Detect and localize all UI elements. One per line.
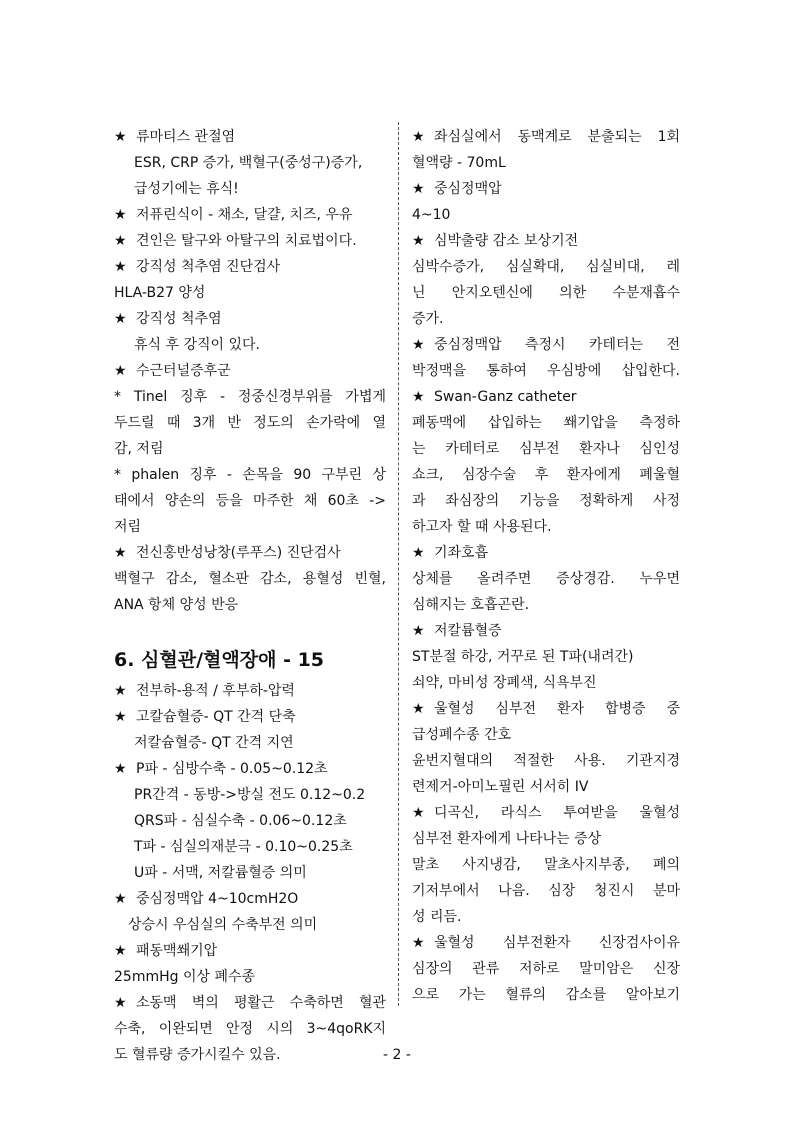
- star-icon: ★: [114, 259, 127, 275]
- text-line: [412, 774, 680, 800]
- line-text: 좌심실에서 동맥계로 분출되는 1회: [434, 129, 680, 145]
- line-text: 저칼륨혈증: [434, 623, 502, 639]
- line-text: 견인은 탈구와 아탈구의 치료법이다.: [136, 233, 357, 249]
- text-line: [114, 176, 386, 202]
- line-text: 저칼슘혈증- QT 간격 지연: [134, 735, 294, 751]
- line-text: 성 리듬.: [412, 909, 462, 925]
- line-text: 쇼크, 심장수술 후 환자에게 폐울혈: [412, 467, 680, 483]
- text-line: [412, 566, 680, 592]
- text-line: [412, 202, 680, 228]
- line-text: PR간격 - 동방->방실 전도 0.12~0.2: [134, 787, 366, 803]
- line-text: T파 - 심실의재분극 - 0.10~0.25초: [134, 839, 353, 855]
- bullet-item: [412, 228, 680, 254]
- line-text: HLA-B27 양성: [114, 285, 206, 301]
- bullet-item: [114, 540, 386, 566]
- line-text: Swan-Ganz catheter: [434, 389, 577, 405]
- line-text: 울혈성 심부전환자 신장검사이유: [434, 935, 680, 951]
- bullet-item: [114, 202, 386, 228]
- line-text: 백혈구 감소, 혈소판 감소, 용혈성 빈혈,: [114, 571, 386, 587]
- line-text: 고칼슘혈증- QT 간격 단축: [136, 709, 296, 725]
- text-line: [114, 384, 386, 410]
- star-icon: ★: [412, 935, 425, 951]
- text-line: [114, 1016, 386, 1042]
- line-text: 쇠약, 마비성 장폐색, 식욕부진: [412, 675, 597, 691]
- line-text: 25mmHg 이상 폐수종: [114, 969, 256, 985]
- star-icon: ★: [412, 337, 425, 353]
- line-text: 말초 사지냉감, 말초사지부종, 폐의: [412, 857, 680, 873]
- text-line: [412, 722, 680, 748]
- text-line: [412, 358, 680, 384]
- star-icon: ★: [412, 233, 425, 249]
- star-icon: ★: [412, 701, 425, 717]
- line-text: 혈액량 - 70mL: [412, 155, 506, 171]
- line-text: 소동맥 벽의 평활근 수축하면 혈관: [136, 995, 386, 1011]
- text-line: [412, 436, 680, 462]
- line-text: 과 좌심장의 기능을 정확하게 사정: [412, 493, 680, 509]
- line-text: 박정맥을 통하여 우심방에 삽입한다.: [412, 363, 680, 379]
- line-text: 급성폐수종 간호: [412, 727, 512, 743]
- text-line: [412, 410, 680, 436]
- star-icon: ★: [114, 129, 127, 145]
- page-number: - 2 -: [383, 1047, 411, 1063]
- text-line: [412, 592, 680, 618]
- bullet-item: [412, 124, 680, 150]
- star-icon: ★: [412, 129, 425, 145]
- line-text: * Tinel 징후 - 정중신경부위를 가볍게: [114, 389, 386, 405]
- line-text: ANA 항체 양성 반응: [114, 597, 239, 613]
- text-line: [114, 280, 386, 306]
- text-line: [412, 956, 680, 982]
- line-text: 저림: [114, 519, 142, 535]
- bullet-item: [114, 228, 386, 254]
- star-icon: ★: [114, 207, 127, 223]
- line-text: 수근터널증후군: [136, 363, 231, 379]
- line-text: 심장의 관류 저하로 말미암은 신장: [412, 961, 680, 977]
- text-line: [114, 332, 386, 358]
- text-line: [114, 808, 386, 834]
- text-line: [412, 514, 680, 540]
- text-line: [114, 912, 386, 938]
- line-text: 중심정맥압 4~10cmH2O: [136, 891, 299, 907]
- line-text: 심박수증가, 심실확대, 심실비대, 레: [412, 259, 680, 275]
- text-line: [412, 982, 680, 1008]
- line-text: 감, 저림: [114, 441, 164, 457]
- text-line: [114, 436, 386, 462]
- text-line: [114, 488, 386, 514]
- star-icon: ★: [114, 311, 127, 327]
- bullet-item: [114, 124, 386, 150]
- line-text: 심부전 환자에게 나타나는 증상: [412, 831, 602, 847]
- star-icon: ★: [412, 181, 425, 197]
- line-text: 강직성 척추염: [136, 311, 222, 327]
- line-text: 상체를 올려주면 증상경감. 누우면: [412, 571, 680, 587]
- text-line: [412, 904, 680, 930]
- text-line: [412, 852, 680, 878]
- text-line: [412, 280, 680, 306]
- text-line: [412, 878, 680, 904]
- line-text: 두드릴 때 3개 반 정도의 손가락에 열: [114, 415, 386, 431]
- bullet-item: [114, 886, 386, 912]
- line-text: 심해지는 호흡곤란.: [412, 597, 530, 613]
- text-line: [412, 826, 680, 852]
- text-line: [412, 644, 680, 670]
- line-text: 전부하-용적 / 후부하-압력: [136, 683, 295, 699]
- bullet-item: [412, 930, 680, 956]
- star-icon: ★: [114, 995, 127, 1011]
- line-text: 폐동맥에 삽입하는 쐐기압을 측정하: [412, 415, 680, 431]
- line-text: 태에서 양손의 등을 마주한 채 60초 ->: [114, 493, 386, 509]
- line-text: 울혈성 심부전 환자 합병증 중: [434, 701, 680, 717]
- line-text: 는 카테터로 심부전 환자나 심인성: [412, 441, 680, 457]
- line-text: 휴식 후 강직이 있다.: [134, 337, 260, 353]
- bullet-item: [114, 358, 386, 384]
- line-text: 중심정맥압 측정시 카테터는 전: [434, 337, 680, 353]
- text-line: [114, 592, 386, 618]
- line-text: 중심정맥압: [434, 181, 502, 197]
- bullet-item: [412, 332, 680, 358]
- line-text: ST분절 하강, 거꾸로 된 T파(내려간): [412, 649, 634, 665]
- line-text: QRS파 - 심실수축 - 0.06~0.12초: [134, 813, 347, 829]
- bullet-item: [412, 176, 680, 202]
- line-text: 저퓨린식이 - 채소, 달걀, 치즈, 우유: [136, 207, 353, 223]
- text-line: [412, 306, 680, 332]
- line-text: 기좌호흡: [434, 545, 489, 561]
- bullet-item: [412, 696, 680, 722]
- star-icon: ★: [114, 233, 127, 249]
- line-text: 증가.: [412, 311, 444, 327]
- star-icon: ★: [412, 623, 425, 639]
- text-line: [114, 964, 386, 990]
- star-icon: ★: [114, 891, 127, 907]
- bullet-item: [114, 678, 386, 704]
- text-line: [114, 782, 386, 808]
- bullet-item: [412, 384, 680, 410]
- bullet-item: [114, 990, 386, 1016]
- text-line: [114, 462, 386, 488]
- star-icon: ★: [114, 363, 127, 379]
- star-icon: ★: [114, 761, 127, 777]
- line-text: 강직성 척추염 진단검사: [136, 259, 281, 275]
- line-text: 디곡신, 라식스 투여받을 울혈성: [434, 805, 680, 821]
- text-line: [412, 150, 680, 176]
- line-text: 급성기에는 휴식!: [134, 181, 239, 197]
- star-icon: ★: [412, 545, 425, 561]
- line-text: P파 - 심방수축 - 0.05~0.12초: [136, 761, 328, 777]
- bullet-item: [114, 756, 386, 782]
- section-heading: 6. 심혈관/혈액장애 - 15: [114, 649, 325, 671]
- text-line: [412, 670, 680, 696]
- bullet-item: [412, 540, 680, 566]
- star-icon: ★: [114, 943, 127, 959]
- line-text: 심박출량 감소 보상기전: [434, 233, 579, 249]
- line-text: 수축, 이완되면 안정 시의 3~4qoRK지: [114, 1021, 386, 1037]
- line-text: * phalen 징후 - 손목을 90 구부린 상: [114, 467, 386, 483]
- star-icon: ★: [412, 389, 425, 405]
- line-text: 도 혈류량 증가시킬수 있음.: [114, 1047, 281, 1063]
- text-line: [412, 748, 680, 774]
- text-line: [114, 514, 386, 540]
- line-text: 4~10: [412, 207, 451, 223]
- star-icon: ★: [114, 709, 127, 725]
- star-icon: ★: [114, 545, 127, 561]
- bullet-item: [114, 254, 386, 280]
- bullet-item: [114, 704, 386, 730]
- column-divider: [398, 122, 399, 1006]
- line-text: 류마티스 관절염: [136, 129, 236, 145]
- right-column: [412, 124, 680, 1008]
- bullet-item: [412, 800, 680, 826]
- line-text: 닌 안지오텐신에 의한 수분재흡수: [412, 285, 680, 301]
- line-text: 전신홍반성낭창(루푸스) 진단검사: [136, 545, 341, 561]
- text-line: [114, 410, 386, 436]
- line-text: 련제거-아미노필린 서서히 IV: [412, 779, 589, 795]
- line-text: 하고자 할 때 사용된다.: [412, 519, 552, 535]
- text-line: [412, 488, 680, 514]
- line-text: 으로 가는 혈류의 감소를 알아보기: [412, 987, 680, 1003]
- bullet-item: [412, 618, 680, 644]
- bullet-item: [114, 306, 386, 332]
- line-text: 상승시 우심실의 수축부전 의미: [128, 917, 318, 933]
- text-line: [114, 730, 386, 756]
- line-text: 윤번지혈대의 적절한 사용. 기관지경: [412, 753, 680, 769]
- star-icon: ★: [412, 805, 425, 821]
- line-text: 패동맥쐐기압: [136, 943, 218, 959]
- text-line: [412, 254, 680, 280]
- text-line: [114, 566, 386, 592]
- line-text: 기저부에서 나음. 심장 청진시 분마: [412, 883, 680, 899]
- line-text: U파 - 서맥, 저칼륨혈증 의미: [134, 865, 307, 881]
- left-column: [114, 124, 386, 1068]
- text-line: [114, 860, 386, 886]
- text-line: [114, 834, 386, 860]
- text-line: [114, 150, 386, 176]
- bullet-item: [114, 938, 386, 964]
- text-line: [412, 462, 680, 488]
- star-icon: ★: [114, 683, 127, 699]
- line-text: ESR, CRP 증가, 백혈구(중성구)증가,: [134, 155, 363, 171]
